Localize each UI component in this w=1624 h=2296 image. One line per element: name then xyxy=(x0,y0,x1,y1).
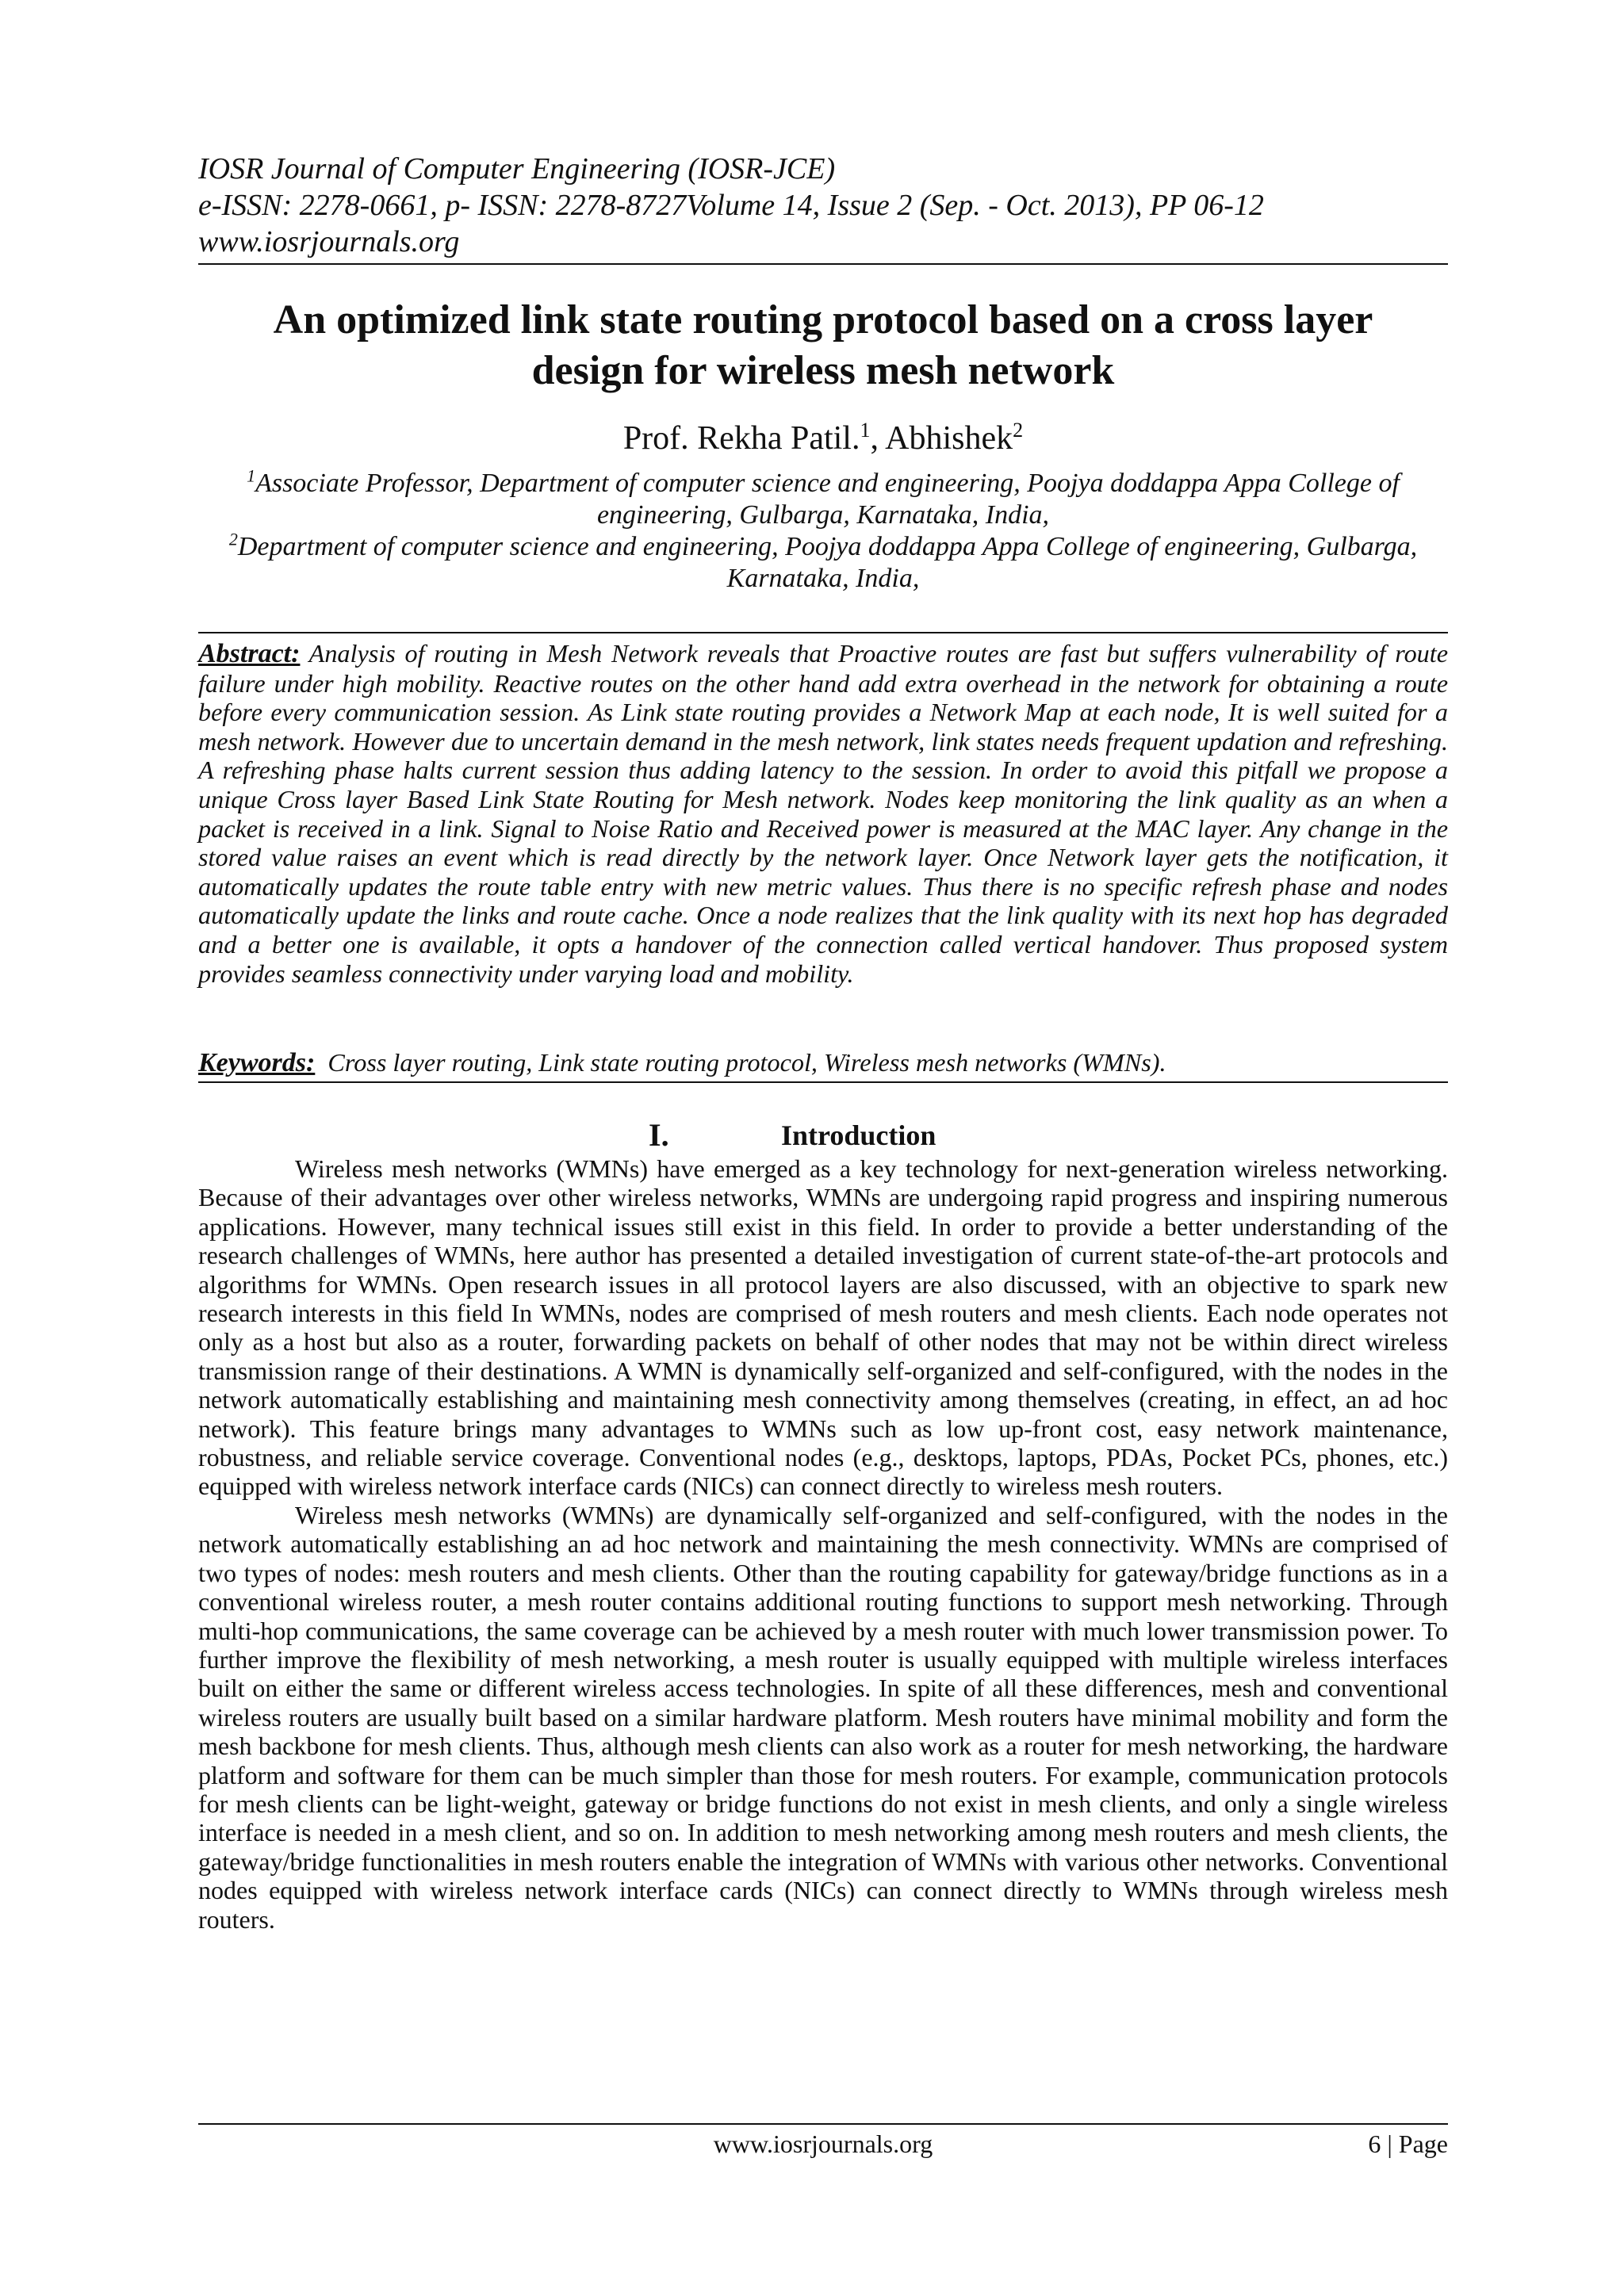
section-title: Introduction xyxy=(781,1119,936,1151)
journal-website[interactable]: www.iosrjournals.org xyxy=(198,225,460,258)
section-number: I. xyxy=(649,1117,669,1153)
journal-name: IOSR Journal of Computer Engineering (IOSR-JCE) xyxy=(198,152,836,186)
author-2-affiliation-mark: 2 xyxy=(1013,419,1024,442)
affiliations xyxy=(198,465,1448,595)
affiliation-2-line-2: Karnataka, India, xyxy=(726,564,920,593)
section-heading xyxy=(198,1118,1448,1153)
affiliation-1-line-2: engineering, Gulbarga, Karnataka, India, xyxy=(596,500,1050,530)
abstract-text: Analysis of routing in Mesh Network reveals that Proactive routes are fast but suffers vulnerability of route failure under high mobility. Reactive routes on the other hand add extra overhead in the network for obtaining a route before every communication session. As Link state routing provides a Network Map at each node, It is well suited for a mesh network. However due to uncertain demand in the mesh network, link states needs frequent updation and refreshing. A refreshing phase halts current session thus adding latency to the session. In order to avoid this pitfall we propose a unique Cross layer Based Link State Routing for Mesh network. Nodes keep monitoring the link quality as an when a packet is received in a link. Signal to Noise Ratio and Received power is measured at the MAC layer. Any change in the stored value raises an event which is read directly by the network layer. Once Network layer gets the notification, it automatically updates the route table entry with new metric values. Thus there is no specific refresh phase and nodes automatically update the links and route cache. Once a node realizes that the link quality with its next hop has degraded and a better one is available, it opts a handover of the connection called vertical handover. Thus proposed system provides seamless connectivity under varying load and mobility. xyxy=(198,639,1448,988)
author-1: Prof. Rekha Patil. xyxy=(622,420,860,457)
title-line-2: design for wireless mesh network xyxy=(531,348,1115,393)
journal-header xyxy=(198,151,1448,260)
affiliation-2-line-1: $^2$Department of computer science and engineering, Poojya doddappa Appa College of engineering, Gulbarga, xyxy=(228,529,1418,561)
journal-issn: e-ISSN: 2278-0661, p- ISSN: 2278-8727Volume 14, Issue 2 (Sep. - Oct. 2013), PP 06-12 xyxy=(198,189,1264,222)
affiliation-1-mark: 1 xyxy=(247,465,256,486)
author-2: Abhishek xyxy=(885,420,1013,457)
keywords-label: Keywords: xyxy=(198,1048,316,1077)
section-body xyxy=(198,1154,1448,1934)
abstract xyxy=(198,639,1448,988)
footer-website[interactable]: www.iosrjournals.org xyxy=(713,2130,933,2158)
abstract-top-rule xyxy=(198,632,1448,633)
paper-title xyxy=(198,295,1448,396)
author-1-affiliation-mark: 1 xyxy=(860,419,871,442)
keywords xyxy=(198,1048,1448,1078)
header-rule xyxy=(198,263,1448,265)
affiliation-2-mark: 2 xyxy=(228,529,238,549)
affiliation-1-line-1: $^1$Associate Professor, Department of computer science and engineering, Poojya doddappa Appa College of xyxy=(247,465,1400,498)
keywords-text: Cross layer routing, Link state routing protocol, Wireless mesh networks (WMNs). xyxy=(327,1048,1166,1077)
author-separator: , xyxy=(870,420,886,457)
author-line xyxy=(198,419,1448,458)
paragraph: Wireless mesh networks (WMNs) are dynamically self-organized and self-configured, with the nodes in the network automatically establishing an ad hoc network and maintaining the mesh connectivity. WMNs are comprised of two types of nodes: mesh routers and mesh clients. Other than the routing capability for gateway/bridge functions as in a conventional wireless router, a mesh router contains additional routing functions to support mesh networking. Through multi-hop communications, the same coverage can be achieved by a mesh router with much lower transmission power. To further improve the flexibility of mesh networking, a mesh router is usually equipped with multiple wireless interfaces built on either the same or different wireless access technologies. In spite of all these differences, mesh and conventional wireless routers are usually built based on a similar hardware platform. Mesh routers have minimal mobility and form the mesh backbone for mesh clients. Thus, although mesh clients can also work as a router for mesh networking, the hardware platform and software for them can be much simpler than those for mesh routers. For example, communication protocols for mesh clients can be light-weight, gateway or bridge functions do not exist in mesh clients, and only a single wireless interface is needed in a mesh client, and so on. In addition to mesh networking among mesh routers and mesh clients, the gateway/bridge functionalities in mesh routers enable the integration of WMNs with various other networks. Conventional nodes equipped with wireless network interface cards (NICs) can connect directly to WMNs through wireless mesh routers. xyxy=(198,1500,1448,1934)
paragraph: Wireless mesh networks (WMNs) have emerged as a key technology for next-generation wireless networking. Because of their advantages over other wireless networks, WMNs are undergoing rapid progress and inspiring numerous applications. However, many technical issues still exist in this field. In order to provide a better understanding of the research challenges of WMNs, here author has presented a detailed investigation of current state-of-the-art protocols and algorithms for WMNs. Open research issues in all protocol layers are also discussed, with an objective to spark new research interests in this field In WMNs, nodes are comprised of mesh routers and mesh clients. Each node operates not only as a host but also as a router, forwarding packets on behalf of other nodes that may not be within direct wireless transmission range of their destinations. A WMN is dynamically self-organized and self-configured, with the nodes in the network automatically establishing and maintaining mesh connectivity among themselves (creating, in effect, an ad hoc network). This feature brings many advantages to WMNs such as low up-front cost, easy network maintenance, robustness, and reliable service coverage. Conventional nodes (e.g., desktops, laptops, PDAs, Pocket PCs, phones, etc.) equipped with wireless network interface cards (NICs) can connect directly to wireless mesh routers. xyxy=(198,1154,1448,1501)
page-number: 6 | Page xyxy=(1368,2130,1448,2158)
title-line-1: An optimized link state routing protocol based on a cross layer xyxy=(273,297,1373,342)
footer-rule xyxy=(198,2123,1448,2125)
abstract-label: Abstract: xyxy=(198,639,301,668)
abstract-bottom-rule xyxy=(198,1081,1448,1083)
